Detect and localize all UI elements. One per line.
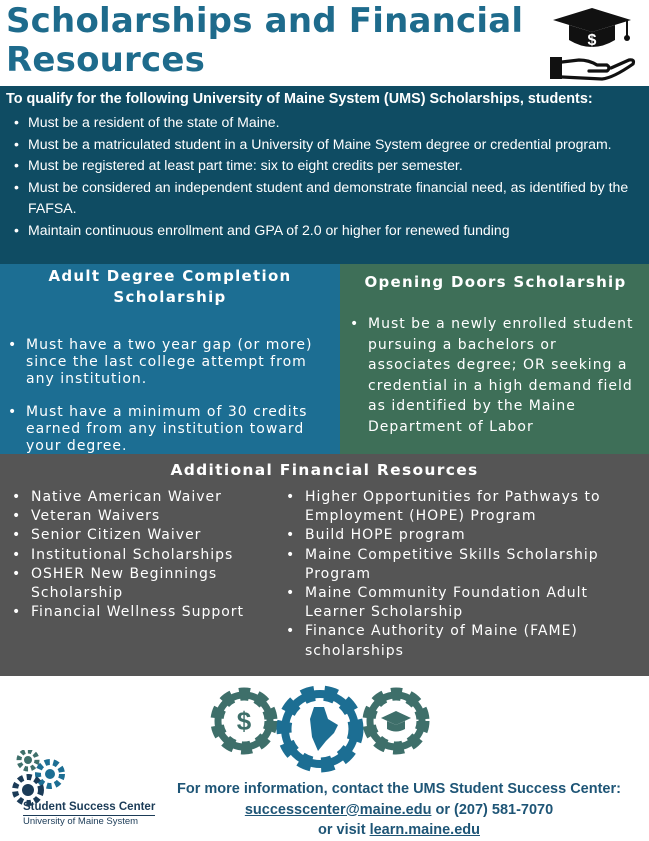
adult-degree-section (0, 264, 340, 454)
phone-text: or (207) 581-7070 (431, 801, 554, 818)
financial-resource-item: • Financial Wellness Support (12, 603, 282, 622)
gear-maine-icon (284, 693, 356, 765)
open-hand-icon (550, 57, 634, 79)
financial-resource-item: • Senior Citizen Waiver (12, 526, 282, 545)
contact-line: For more information, contact the UMS Student Success Center: (177, 781, 621, 797)
contact-block (166, 779, 632, 841)
ums-requirement: • Must be a resident of the state of Maine. (28, 112, 643, 134)
opening-doors-item: • Must be a newly enrolled student pursuing a bachelors or associates degree; OR seeking a credential in a high demand field as identified by the Maine Department of Labor (350, 314, 641, 437)
svg-text:$: $ (236, 706, 252, 736)
top-icons (547, 6, 637, 86)
financial-resource-item: • Finance Authority of Maine (FAME) scholarships (286, 622, 636, 660)
financial-resource-item: • Veteran Waivers (12, 507, 282, 526)
financial-resources-right-list (286, 488, 636, 661)
financial-resource-item: • Higher Opportunities for Pathways to Employment (HOPE) Program (286, 488, 636, 526)
ums-requirements-section (0, 86, 649, 264)
logo-gear-medium-icon (38, 762, 62, 786)
ums-requirement: • Must be considered an independent student and demonstrate financial need, as identified by the FAFSA. (28, 177, 643, 220)
ssc-logo-subtitle: University of Maine System (23, 815, 155, 828)
financial-resources-section (0, 454, 649, 676)
website-link[interactable]: learn.maine.edu (369, 822, 480, 838)
ums-requirement: • Must be registered at least part time: six to eight credits per semester. (28, 155, 643, 177)
adult-degree-title: Adult Degree Completion Scholarship (48, 267, 292, 306)
ums-intro: To qualify for the following University of Maine System (UMS) Scholarships, students: (6, 91, 593, 107)
gear-cap-icon (369, 694, 423, 748)
adult-degree-item: • Must have a two year gap (or more) since the last college attempt from any institution. (8, 337, 332, 388)
svg-text:$: $ (587, 32, 597, 49)
adult-degree-item: • Must have a minimum of 30 credits earned from any institution toward your degree. (8, 404, 332, 455)
gear-dollar-icon (217, 694, 271, 748)
ums-requirement: • Must be a matriculated student in a University of Maine System degree or credential program. (28, 134, 643, 156)
financial-resource-item: • Build HOPE program (286, 526, 636, 545)
contact-website-line (166, 820, 632, 841)
page-title: Scholarships and Financial Resources (6, 1, 524, 80)
ums-requirements-list (6, 112, 643, 241)
financial-resource-item: • Institutional Scholarships (12, 546, 282, 565)
adult-degree-list (8, 337, 332, 455)
logo-gear-large-icon (15, 777, 41, 803)
financial-resources-title: Additional Financial Resources (170, 461, 479, 479)
email-link[interactable]: successcenter@maine.edu (244, 801, 432, 818)
ums-requirement: • Maintain continuous enrollment and GPA of 2.0 or higher for renewed funding (28, 220, 643, 242)
financial-resources-left-list (12, 488, 282, 622)
opening-doors-section (340, 264, 649, 454)
financial-resource-item: • Maine Competitive Skills Scholarship Program (286, 546, 636, 584)
ssc-logo-name: Student Success Center (23, 801, 156, 813)
graduation-cap-dollar-icon (553, 8, 631, 49)
financial-resource-item: • Maine Community Foundation Adult Learner Scholarship (286, 584, 636, 622)
logo-gear-small-icon (19, 751, 37, 769)
financial-resource-item: • Native American Waiver (12, 488, 282, 507)
visit-text: or visit (318, 822, 370, 838)
contact-email-line (166, 800, 632, 821)
opening-doors-list (350, 314, 641, 437)
financial-resource-item: • OSHER New Beginnings Scholarship (12, 565, 282, 603)
opening-doors-title: Opening Doors Scholarship (364, 273, 627, 291)
gears-graphic (204, 683, 434, 778)
